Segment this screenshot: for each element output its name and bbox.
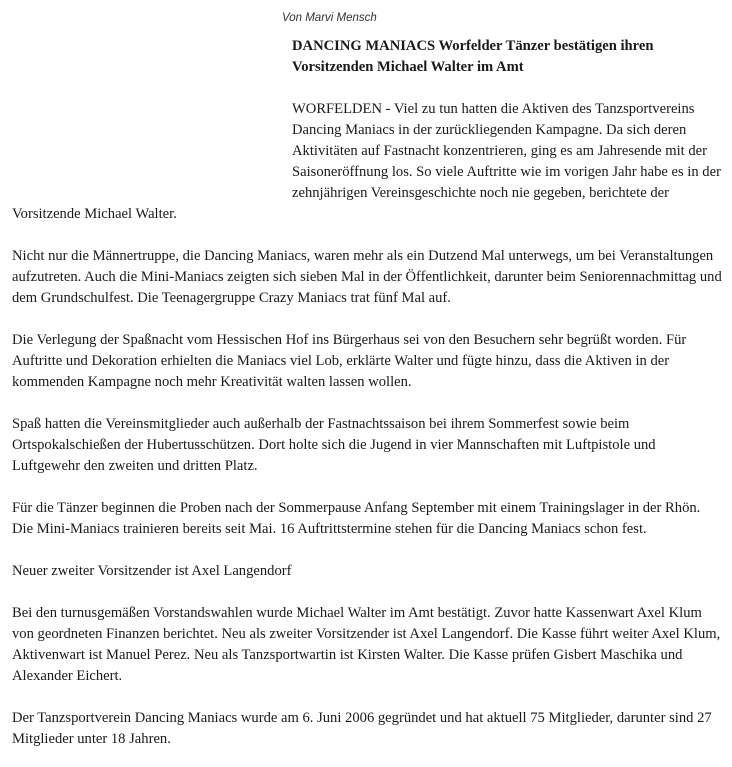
article-paragraph: Nicht nur die Männertruppe, die Dancing Maniacs, waren mehr als ein Dutzend Mal unterwegs, um bei Veranstaltungen aufzutreten. Auch die Mini-Maniacs zeigten sich sieben Mal in der Öffentlichkeit, darunter beim Seniorennachmittag und dem Grundschulfest. Die Teenagergruppe Crazy Maniacs trat fünf Mal auf. (12, 248, 722, 306)
article (12, 0, 724, 750)
article-paragraph: Für die Tänzer beginnen die Proben nach der Sommerpause Anfang September mit einem Trainingslager in der Rhön. Die Mini-Maniacs trainieren bereits seit Mai. 16 Auftrittstermine stehen für die Dancing Maniacs schon fest. (12, 500, 701, 537)
image-placeholder-spacer (12, 0, 292, 190)
article-paragraph: Der Tanzsportverein Dancing Maniacs wurde am 6. Juni 2006 gegründet und hat aktuell 75 Mitglieder, darunter sind 27 Mitglieder unter 18 Jahren. (12, 710, 712, 747)
byline: Von Marvi Mensch (282, 12, 377, 24)
article-paragraph: Spaß hatten die Vereinsmitglieder auch außerhalb der Fastnachtssaison bei ihrem Sommerfest sowie beim Ortspokalschießen der Hubertusschützen. Dort holte sich die Jugend in vier Mannschaften mit Luftpistole und Luftgewehr den zweiten und dritten Platz. (12, 416, 656, 474)
article-paragraph: Die Verlegung der Spaßnacht vom Hessischen Hof ins Bürgerhaus sei von den Besuchern sehr begrüßt worden. Für Auftritte und Dekoration erhielten die Maniacs viel Lob, erklärte Walter und fügte hinzu, dass die Aktiven in der kommenden Kampagne noch mehr Kreativität walten lassen wollen. (12, 332, 687, 390)
article-headline: DANCING MANIACS Worfelder Tänzer bestätigen ihren Vorsitzenden Michael Walter im Amt (292, 38, 654, 75)
article-paragraph-lead: WORFELDEN - Viel zu tun hatten die Aktiven des Tanzsportvereins Dancing Maniacs in der zurückliegenden Kampagne. Da sich deren Aktivitäten auf Fastnacht konzentrieren, ging es am Jahresende mit der Saisoneröffnung los. So viele Auftritte wie im vorigen Jahr habe es in der zehnjährigen Vereinsgeschichte noch nie gegeben, berichtete der Vorsitzende Michael Walter. (12, 101, 721, 222)
article-subheading: Neuer zweiter Vorsitzender ist Axel Langendorf (12, 563, 292, 579)
article-paragraph: Bei den turnusgemäßen Vorstandswahlen wurde Michael Walter im Amt bestätigt. Zuvor hatte Kassenwart Axel Klum von geordneten Finanzen berichtet. Neu als zweiter Vorsitzender ist Axel Langendorf. Die Kasse führt weiter Axel Klum, Aktivenwart ist Manuel Perez. Neu als Tanzsportwartin ist Kirsten Walter. Die Kasse prüfen Gisbert Maschika und Alexander Eichert. (12, 605, 721, 684)
